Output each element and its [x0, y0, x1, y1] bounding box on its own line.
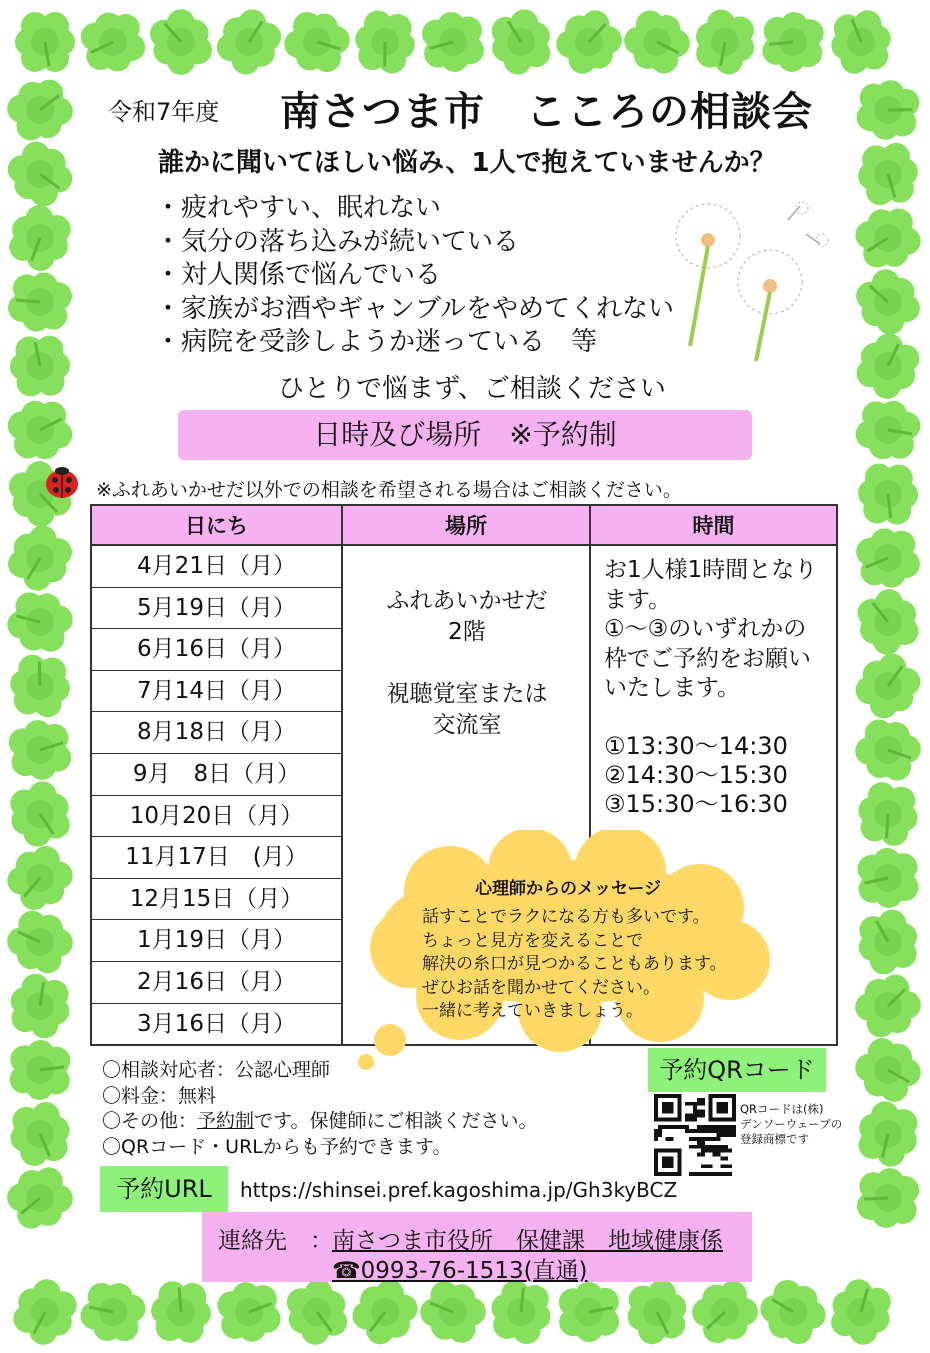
clover-icon: [846, 260, 930, 344]
clover-icon: [0, 516, 82, 601]
qr-trademark-note: QRコードは(株) デンソーウェーブの 登録商標です: [740, 1102, 843, 1146]
clover-icon: [9, 335, 71, 397]
clover-icon: [420, 9, 486, 75]
place-spacer: [343, 648, 591, 679]
url-label: 予約URL: [100, 1166, 228, 1212]
clover-icon: [0, 774, 79, 853]
date-cell: 7月14日（月）: [92, 671, 341, 713]
clover-icon: [849, 1095, 928, 1174]
message-body: [422, 906, 727, 1024]
time-line: ①～③のいずれかの: [604, 616, 807, 642]
qr-label: 予約QRコード: [648, 1048, 826, 1092]
clover-icon: [850, 904, 926, 980]
place-cell: [343, 586, 591, 741]
message-line: 話すことでラクになる方も多いです。: [422, 907, 710, 927]
clover-icon: [6, 716, 74, 784]
contact-box: [202, 1212, 752, 1282]
clover-icon: [3, 1270, 87, 1353]
clover-icon: [852, 522, 924, 594]
message-title: 心理師からのメッセージ: [475, 879, 661, 899]
column-header-date: 日にち: [92, 506, 341, 546]
contact-separator: ：: [310, 1228, 333, 1254]
place-line: 交流室: [432, 712, 502, 738]
clover-icon: [846, 964, 930, 1048]
list-item: ・疲れやすい、眠れない: [155, 193, 442, 223]
clover-icon: [4, 1098, 77, 1171]
contact-label: 連絡先: [218, 1228, 287, 1254]
clover-icon: [76, 5, 150, 79]
list-item: ・気分の落ち込みが続いている: [155, 226, 520, 257]
clover-icon: [854, 76, 923, 145]
clover-icon: [547, 0, 631, 84]
clover-icon: [0, 197, 81, 279]
clover-icon: [847, 709, 929, 791]
symptom-list: [155, 192, 674, 360]
date-cell: 6月16日（月）: [92, 629, 341, 671]
info-line: 〇料金：無料: [102, 1084, 217, 1107]
clover-icon: [2, 968, 78, 1044]
clover-icon: [846, 324, 930, 408]
date-cell: 3月16日（月）: [137, 1010, 296, 1037]
clover-icon: [856, 462, 919, 525]
clover-icon: [140, 1, 223, 84]
date-cell: 4月21日（月）: [92, 546, 341, 588]
clover-icon: [849, 199, 928, 278]
location-note: ※ふれあいかせだ以外での相談を希望される場合はご相談ください。: [96, 479, 682, 501]
date-cell: 10月20日（月）: [92, 796, 341, 838]
date-cell: 11月17日 (月）: [92, 837, 341, 879]
clover-icon: [9, 1039, 71, 1101]
clover-icon: [846, 644, 930, 729]
clover-icon: [0, 900, 82, 983]
clover-icon: [0, 582, 79, 661]
clover-icon: [855, 141, 922, 208]
clover-icon: [2, 392, 78, 468]
clover-icon: [15, 12, 75, 72]
clover-icon: [214, 1277, 284, 1347]
place-line: 視聴覚室または: [386, 681, 548, 707]
date-cell: 1月19日（月）: [92, 920, 341, 962]
contact-office: 南さつま市役所 保健課 地域健康係: [332, 1228, 723, 1254]
info-line: 〇相談対応者：公認心理師: [102, 1059, 331, 1081]
date-cell: 2月16日（月）: [92, 962, 341, 1004]
message-line: 一緒に考えていきましょう。: [422, 1001, 643, 1021]
time-line: ます。: [604, 586, 672, 613]
clover-icon: [4, 266, 77, 339]
clover-icon: [0, 132, 82, 217]
contact-phone[interactable]: ☎0993-76-1513(直通): [332, 1258, 588, 1284]
clover-icon: [856, 846, 919, 909]
info-line: 〇その他：予約制です。保健師にご相談ください。: [102, 1110, 538, 1132]
clover-icon: [852, 778, 924, 850]
column-header-time: 時間: [591, 506, 836, 546]
clover-icon: [74, 1273, 152, 1351]
place-line: ふれあいかせだ: [386, 588, 548, 614]
section-heading: 日時及び場所 ※予約制: [178, 410, 752, 460]
clover-icon: [484, 1275, 557, 1348]
clover-icon: [751, 1270, 836, 1353]
subtitle: 誰かに聞いてほしい悩み、1人で抱えていませんか？: [158, 148, 776, 178]
info-notes: [102, 1058, 538, 1160]
info-line: 〇QRコード・URLからも予約できます。: [102, 1135, 452, 1158]
clover-icon: [0, 1157, 81, 1239]
clover-icon: [846, 1028, 930, 1112]
list-item: ・家族がお酒やギャンブルをやめてくれない: [155, 293, 674, 324]
clover-icon: [855, 1165, 922, 1232]
ladybug-icon: [44, 466, 80, 500]
time-slot: ②14:30～15:30: [604, 761, 788, 789]
time-line: いたします。: [604, 675, 741, 701]
clover-icon: [847, 581, 929, 663]
message-line: ちょっと見方を変えることで: [422, 930, 643, 951]
callout-text: ひとりで悩まず、ご相談ください: [278, 374, 666, 404]
clover-icon: [684, 1271, 767, 1353]
clover-icon: [0, 69, 81, 150]
dandelion-illustration: [660, 196, 840, 366]
column-header-place: 場所: [343, 506, 589, 546]
clover-icon: [620, 1275, 695, 1350]
reservation-url-link[interactable]: https://shinsei.pref.kagoshima.jp/Gh3kyBCZ: [240, 1178, 678, 1202]
clover-icon: [6, 652, 74, 720]
clover-icon: [148, 1279, 213, 1344]
date-cell: 12月15日（月）: [92, 879, 341, 921]
place-line: 2階: [448, 619, 486, 645]
clover-icon: [350, 7, 420, 77]
list-item: ・病院を受診しようか迷っている 等: [155, 327, 598, 357]
qr-code[interactable]: [654, 1094, 736, 1176]
date-cell: 8月18日（月）: [92, 712, 341, 754]
time-slot: ①13:30～14:30: [604, 732, 788, 760]
message-line: ぜひお話を聞かせてください。: [422, 977, 660, 998]
clover-icon: [825, 6, 896, 77]
clover-icon: [615, 0, 699, 84]
fiscal-year: 令和7年度: [108, 98, 220, 126]
clover-icon: [761, 10, 825, 74]
time-line: 枠でご予約をお願い: [604, 645, 811, 672]
clover-icon: [277, 2, 357, 82]
time-line: お1人様1時間となり: [604, 557, 818, 583]
message-line: 解決の糸口が見つかることもあります。: [422, 954, 727, 974]
page-title: 南さつま市 こころの相談会: [280, 89, 813, 135]
time-description: [604, 556, 834, 704]
clover-icon: [207, 0, 292, 84]
clover-icon: [687, 4, 764, 81]
time-slots: [604, 732, 788, 819]
clover-icon: [850, 392, 926, 468]
time-slot: ③15:30～16:30: [604, 790, 788, 818]
reservation-emphasis: 予約制: [197, 1110, 255, 1132]
list-item: ・対人関係で悩んでいる: [155, 260, 442, 290]
clover-icon: [821, 1272, 901, 1352]
clover-icon: [0, 836, 82, 921]
clover-icon: [558, 1281, 619, 1342]
date-cell: 9月 8日（月）: [92, 754, 341, 796]
date-cell: 5月19日（月）: [92, 588, 341, 630]
clover-icon: [482, 3, 560, 81]
